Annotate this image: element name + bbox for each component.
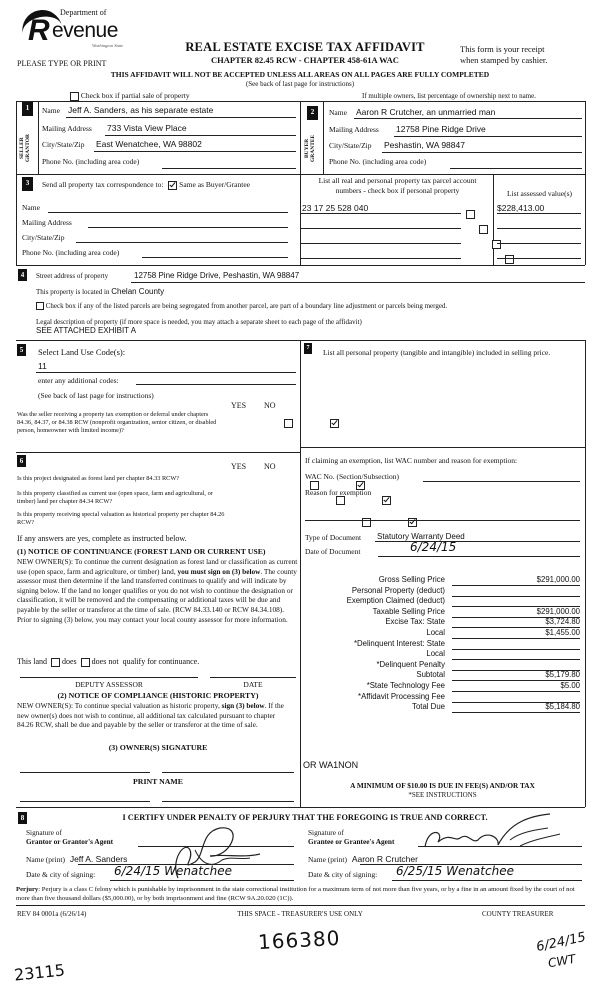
assessed-header: List assessed value(s) [507, 189, 572, 198]
owner-signature-line-1[interactable] [20, 772, 150, 773]
amount-label: Exemption Claimed (deduct) [346, 596, 445, 606]
parcel-3-personal-checkbox[interactable] [492, 240, 501, 249]
multiple-owners-note: If multiple owners, list percentage of ownership next to name. [362, 92, 536, 100]
amount-label: Excise Tax: State [385, 617, 445, 627]
additional-codes-label: enter any additional codes: [38, 376, 119, 385]
send-correspondence-row [42, 180, 250, 190]
owner-signature-line-2[interactable] [162, 772, 294, 773]
segregated-row [36, 302, 447, 310]
amount-value[interactable]: $5,179.80 [545, 670, 580, 680]
section-7-badge: 7 [304, 343, 312, 354]
section-6-badge: 6 [17, 455, 26, 467]
s6-no-header: NO [264, 462, 276, 471]
grantor-sig-label [26, 828, 113, 846]
grantor-name-field[interactable]: Jeff A. Sanders [69, 854, 128, 864]
county-treasurer-label: COUNTY TREASURER [482, 910, 554, 918]
certify-statement: I CERTIFY UNDER PENALTY OF PERJURY THAT THE FOREGOING IS TRUE AND CORRECT. [122, 813, 488, 822]
section-1-badge: 1 [22, 102, 33, 116]
amount-value[interactable]: $291,000.00 [536, 575, 580, 584]
amount-value[interactable]: $5.00 [560, 681, 580, 690]
treasurer-space-label: THIS SPACE - TREASURER'S USE ONLY [237, 910, 363, 918]
deputy-assessor-signature-line[interactable] [20, 677, 198, 678]
parcel-number-3[interactable] [301, 243, 461, 244]
grantor-sig-label-2: Grantor or Grantor's Agent [26, 837, 114, 846]
form-chapter: CHAPTER 82.45 RCW - CHAPTER 458-61A WAC [211, 55, 399, 65]
parcel-number-1[interactable]: 23 17 25 528 040 [302, 203, 369, 213]
s6-question-3: Is this property receiving special valuation as historical property per chapter 84.26 RCW? [17, 511, 225, 526]
handwritten-receipt-number: 166380 [257, 925, 341, 955]
amount-label: Local [426, 628, 445, 637]
s6-q2-no-checkbox[interactable] [382, 496, 391, 505]
exemption-question: Was the seller receiving a property tax exemption or deferral under chapters 84.36, 84.37, or 84.38 RCW (nonprofit organization, senior citizen, or disabled person, homeowner with limited income)? [17, 411, 217, 434]
corr-phone-field[interactable] [142, 257, 288, 258]
corr-phone-label: Phone No. (including area code) [22, 248, 120, 257]
amount-label: Gross Selling Price [378, 575, 445, 584]
street-address-label: Street address of property [36, 272, 109, 280]
amount-value[interactable]: $3,724.80 [545, 617, 580, 627]
assessor-date-line[interactable] [210, 677, 296, 678]
corr-mailing-label: Mailing Address [22, 218, 72, 227]
segregated-checkbox[interactable] [36, 302, 44, 310]
amount-line [452, 638, 580, 639]
corr-city-field[interactable] [76, 242, 288, 243]
land-use-field[interactable]: 11 [38, 361, 47, 371]
notice-continuance-text [17, 557, 299, 624]
minimum-due-note: A MINIMUM OF $10.00 IS DUE IN FEE(S) AND/OR TAX [350, 781, 535, 790]
notice-compliance-title: (2) NOTICE OF COMPLIANCE (HISTORIC PROPERTY) [57, 691, 259, 700]
exemption-reason-label: Reason for exemption [305, 488, 372, 497]
logo-word: evenue [52, 19, 118, 42]
partial-sale-row [70, 91, 190, 101]
grantor-name-row [26, 854, 127, 864]
print-name-line-2[interactable] [162, 801, 294, 802]
wac-label: WAC No. (Section/Subsection) [305, 472, 399, 481]
perjury-text: : Perjury is a class C felony which is punishable by imprisonment in the state correctional institution for a maximum term of not more than five years, or by a fine in an amount fixed by the court of not more than five thousand dollars ($5,000.00), or by both imprisonment and fine (RCW 9A.20.020 (1C)). [16, 886, 575, 902]
assessed-value-4[interactable] [497, 258, 581, 259]
handwritten-initials: CWT [546, 951, 577, 971]
grantor-name-label: Name (print) [26, 855, 65, 864]
section-8-badge: 8 [18, 812, 27, 824]
seller-city-field[interactable]: East Wenatchee, WA 98802 [96, 139, 202, 149]
grantor-sig-label-1: Signature of [26, 828, 62, 837]
amount-label: Personal Property (deduct) [351, 585, 445, 595]
notice1-text-a: NEW OWNER(S): To continue the current designation as forest land or classification as current use (open space, farm and agriculture, or timber) land, [17, 557, 298, 576]
print-name-label: PRINT NAME [133, 777, 183, 786]
personal-property-label: List all personal property (tangible and intangible) included in selling price. [323, 348, 551, 357]
or-code: OR WA1NON [303, 760, 359, 770]
amount-label: *Delinquent Penalty [376, 659, 445, 669]
qualify-label: qualify for continuance. [122, 657, 200, 666]
if-yes-note: If any answers are yes, complete as instructed below. [17, 534, 187, 543]
amount-line [452, 596, 580, 597]
parcel-number-2[interactable] [301, 228, 461, 229]
land-use-see-back: (See back of last page for instructions) [38, 391, 154, 400]
seller-name-field[interactable]: Jeff A. Sanders, as his separate estate [68, 105, 214, 115]
amount-label: Taxable Selling Price [372, 606, 445, 616]
exemption-reason-field[interactable] [305, 520, 580, 521]
amount-line [452, 585, 580, 586]
s5-yes-header: YES [231, 401, 247, 410]
amount-label: *Delinquent Interest: State [353, 638, 445, 648]
parcel-4-personal-checkbox[interactable] [505, 255, 514, 264]
please-type-note: PLEASE TYPE OR PRINT [17, 59, 107, 68]
amount-line [452, 712, 580, 713]
county-row [36, 287, 164, 296]
parcel-header-line1: List all real and personal property tax parcel account [318, 176, 477, 185]
section-2-badge: 2 [307, 106, 318, 120]
seller-city-label: City/State/Zip [42, 140, 85, 149]
doc-date-label: Date of Document [305, 547, 361, 556]
seller-phone-label: Phone No. (including area code) [42, 157, 140, 166]
notice2-text-b: . If the new owner(s) does not wish to continue, all additional tax calculated pursuant to chapter 84.26 RCW, shall be due and payable by the seller or transferor at the time of sale. [17, 701, 284, 730]
wac-field[interactable] [423, 481, 580, 482]
buyer-name-label: Name [329, 108, 347, 117]
parcel-header [300, 176, 495, 196]
land-use-label: Select Land Use Code(s): [38, 347, 126, 357]
does-not-checkbox[interactable] [81, 658, 90, 667]
amount-line [452, 691, 580, 692]
seller-mailing-field[interactable]: 733 Vista View Place [107, 123, 187, 133]
receipt-note-1: This form is your receipt [460, 44, 545, 54]
corr-name-label: Name [22, 203, 40, 212]
doc-type-field[interactable]: Statutory Warranty Deed [377, 532, 465, 541]
buyer-city-label: City/State/Zip [329, 141, 372, 150]
s6-question-1: Is this project designated as forest land per chapter 84.33 RCW? [17, 475, 180, 482]
receipt-note-2: when stamped by cashier. [460, 55, 548, 65]
amount-label: *Affidavit Processing Fee [358, 691, 445, 701]
s6-question-2: Is this property classified as current use (open space, farm and agricultural, or timber) land per chapter 84.34 RCW? [17, 490, 213, 505]
grantee-signature-scribble [420, 812, 570, 857]
section-5-badge: 5 [17, 344, 26, 356]
amount-value[interactable]: $5,184.80 [545, 702, 580, 712]
same-as-buyer-label: Same as Buyer/Grantee [179, 180, 250, 189]
grantee-sig-label [308, 828, 394, 846]
partial-sale-checkbox[interactable] [70, 92, 79, 101]
continuance-row [17, 657, 199, 667]
buyer-mailing-field[interactable]: 12758 Pine Ridge Drive [396, 124, 486, 134]
logo-initial: R [28, 14, 50, 47]
segregated-label: Check box if any of the listed parcels are being segregated from another parcel, are part of a boundary line adjustment or parcels being merged. [45, 302, 448, 310]
amount-line [452, 659, 580, 660]
buyer-mailing-label: Mailing Address [329, 125, 379, 134]
county-label: This property is located in [36, 288, 110, 296]
perjury-bold: Perjury [16, 886, 39, 893]
owner-signature-label: (3) OWNER(S) SIGNATURE [108, 743, 208, 752]
notice2-text-a: NEW OWNER(S): To continue special valuation as historic property, [17, 701, 220, 710]
does-checkbox[interactable] [51, 658, 60, 667]
legal-description-field[interactable]: SEE ATTACHED EXHIBIT A [36, 326, 137, 335]
grantee-name-field[interactable]: Aaron R Crutcher [351, 854, 418, 864]
amount-value[interactable]: $1,455.00 [545, 628, 580, 637]
buyer-grantee-label: BUYER GRANTEE [304, 134, 316, 162]
grantee-date-field[interactable]: 6/25/15 Wenatchee [396, 864, 514, 878]
parcel-header-line2: numbers - check box if personal property [335, 186, 460, 195]
perjury-notice [16, 886, 588, 903]
parcel-1-personal-checkbox[interactable] [466, 210, 475, 219]
dor-logo [22, 6, 132, 58]
acceptance-warning: THIS AFFIDAVIT WILL NOT BE ACCEPTED UNLESS ALL AREAS ON ALL PAGES ARE FULLY COMPLETED [110, 70, 490, 79]
print-name-line-1[interactable] [20, 801, 150, 802]
notice1-bold: you must sign on (3) below [177, 566, 261, 576]
corr-mailing-field[interactable] [88, 227, 288, 228]
section-3-badge: 3 [22, 177, 33, 191]
parcel-2-personal-checkbox[interactable] [479, 225, 488, 234]
assessor-date-label: DATE [243, 680, 263, 689]
doc-date-field[interactable]: 6/24/15 [410, 540, 457, 554]
notice2-bold: sign (3) below [221, 701, 265, 710]
notice-compliance-text [17, 701, 287, 730]
handwritten-date-stamp: 6/24/15 [534, 929, 588, 956]
notice-continuance-title: (1) NOTICE OF CONTINUANCE (FOREST LAND OR CURRENT USE) [17, 547, 266, 556]
instructions-note: (See back of last page for instructions) [245, 80, 355, 88]
s5-no-checkbox[interactable] [330, 419, 339, 428]
street-address-field[interactable]: 12758 Pine Ridge Drive, Peshastin, WA 98847 [134, 271, 300, 280]
handwritten-left-number: 23115 [13, 960, 66, 985]
county-field[interactable]: Chelan County [111, 287, 165, 296]
grantee-date-label: Date & city of signing: [308, 870, 378, 879]
same-as-buyer-checkbox[interactable] [168, 181, 177, 190]
corr-city-label: City/State/Zip [22, 233, 65, 242]
logo-state: Washington State [92, 43, 124, 48]
additional-codes-field[interactable] [136, 384, 296, 385]
amount-label: *State Technology Fee [366, 681, 445, 690]
form-revision: REV 84 0001a (6/26/14) [17, 910, 87, 918]
assessed-value-3[interactable] [497, 243, 581, 244]
this-land-label: This land [17, 657, 47, 666]
buyer-city-field[interactable]: Peshastin, WA 98847 [384, 140, 465, 150]
amount-label: Subtotal [416, 670, 445, 680]
buyer-phone-label: Phone No. (including area code) [329, 157, 427, 166]
amount-line [452, 649, 580, 650]
legal-description-label: Legal description of property (if more space is needed, you may attach a separate sheet to each page of the affidavit) [36, 318, 362, 326]
grantee-name-row [308, 854, 418, 864]
does-not-label: does not [91, 657, 119, 666]
form-title: REAL ESTATE EXCISE TAX AFFIDAVIT [185, 40, 425, 54]
assessed-value-2[interactable] [497, 228, 581, 229]
partial-sale-label: Check box if partial sale of property [80, 91, 190, 100]
buyer-name-field[interactable]: Aaron R Crutcher, an unmarried man [356, 107, 496, 117]
see-instructions-note: *SEE INSTRUCTIONS [408, 791, 477, 799]
s6-q2-yes-checkbox[interactable] [336, 496, 345, 505]
amount-label: Total Due [412, 702, 445, 712]
amount-value[interactable]: $291,000.00 [536, 606, 580, 616]
deputy-assessor-label: DEPUTY ASSESSOR [75, 680, 143, 689]
parcel-number-4[interactable] [301, 258, 461, 259]
grantee-name-label: Name (print) [308, 855, 347, 864]
exemption-intro: If claiming an exemption, list WAC number and reason for exemption: [305, 456, 518, 465]
seller-grantor-label: SELLER GRANTOR [19, 134, 31, 163]
send-correspondence-label: Send all property tax correspondence to: [42, 180, 164, 189]
amount-label: Local [426, 649, 445, 659]
seller-name-label: Name [42, 106, 60, 115]
notice1-text-b: . The county assessor must then determine if the land transferred continues to qualify and will indicate by signing below. If the land no longer qualifies or you do not wish to continue the designation or classification, it will be removed and the compensating or additional taxes will be due and payable by the seller or transferor at the time of sale. (RCW 84.33.140 or RCW 84.34.108). Prior to signing (3) below, you may contact your local county assessor for more information. [17, 566, 297, 624]
assessed-value-1[interactable]: $228,413.00 [497, 203, 545, 213]
corr-name-field[interactable] [48, 212, 288, 213]
logo-agency-line: Department of [60, 8, 107, 17]
s5-no-header: NO [264, 401, 276, 410]
s5-yes-checkbox[interactable] [284, 419, 293, 428]
doc-type-label: Type of Document [305, 533, 362, 542]
grantee-sig-label-1: Signature of [308, 828, 344, 837]
grantor-date-field[interactable]: 6/24/15 Wenatchee [114, 864, 232, 878]
grantee-sig-label-2: Grantee or Grantee's Agent [308, 837, 395, 846]
does-label: does [62, 657, 77, 666]
section-4-badge: 4 [18, 269, 27, 281]
seller-mailing-label: Mailing Address [42, 124, 92, 133]
grantor-date-label: Date & city of signing: [26, 870, 96, 879]
s6-yes-header: YES [231, 462, 247, 471]
